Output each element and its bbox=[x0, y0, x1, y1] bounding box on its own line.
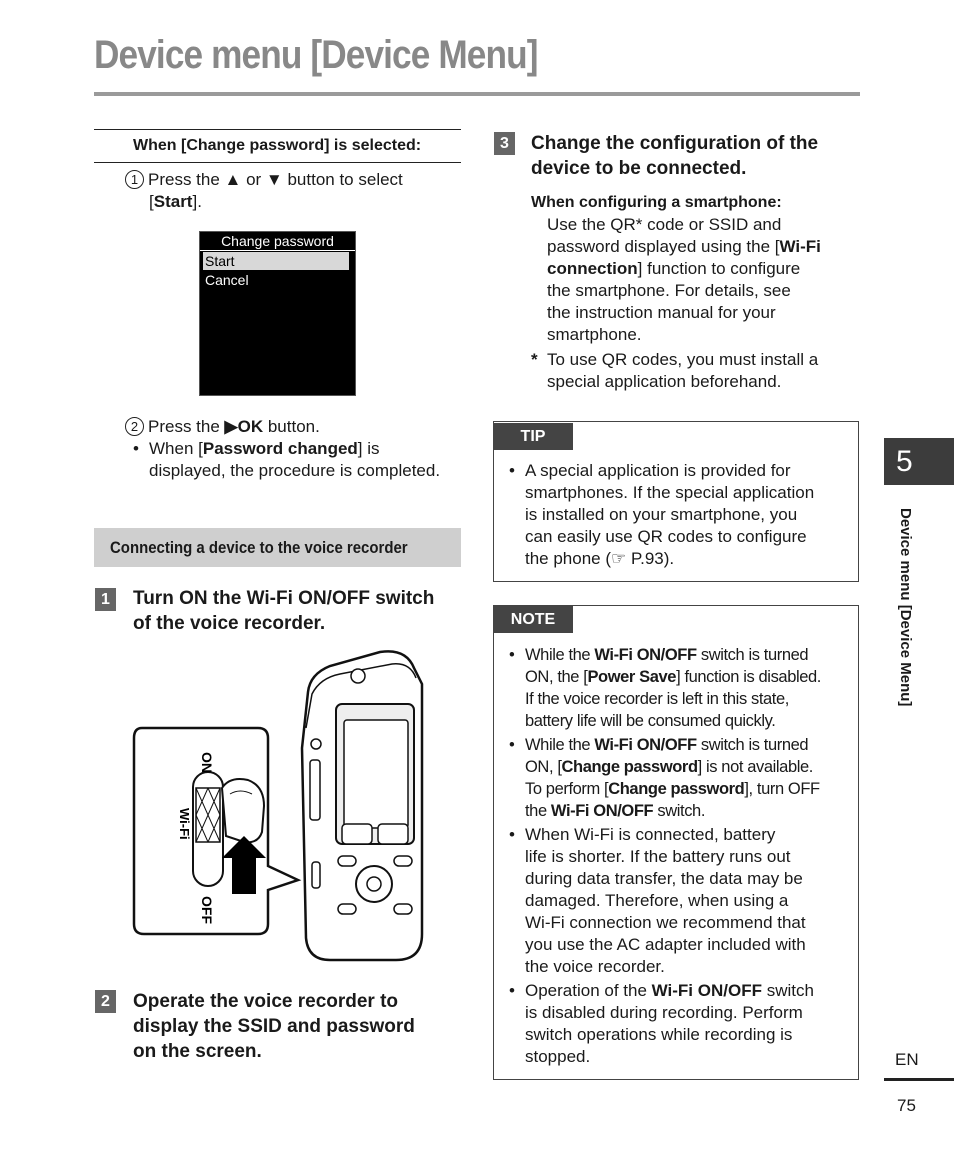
side-chapter-label: Device menu [Device Menu] bbox=[897, 508, 914, 707]
substep-number: 2 bbox=[125, 417, 144, 436]
substep-2: 2 Press the ▶OK button. • When [Password changed] is displayed, the procedure is completed. bbox=[125, 416, 465, 482]
step-number-1: 1 bbox=[95, 588, 116, 611]
list-item: • When Wi-Fi is connected, battery life is shorter. If the battery runs out during data transfer, the data may be damaged. Therefore, when using a Wi-Fi connection we recommend that you use the AC adapter included with the voice recorder. bbox=[509, 825, 806, 976]
chapter-tab: 5 bbox=[884, 438, 954, 485]
page-title: Device menu [Device Menu] bbox=[94, 33, 538, 77]
lcd-start-option: Start bbox=[203, 252, 349, 270]
switch-on-label: ON bbox=[199, 752, 215, 773]
switch-wifi-label: Wi-Fi bbox=[177, 808, 192, 840]
step-number-3: 3 bbox=[494, 132, 515, 155]
note-tag: NOTE bbox=[493, 606, 573, 633]
step-number-2: 2 bbox=[95, 990, 116, 1013]
voice-recorder-illustration bbox=[130, 648, 430, 964]
tip-list bbox=[505, 460, 845, 570]
page-number: 75 bbox=[897, 1096, 916, 1115]
substep-number: 1 bbox=[125, 170, 144, 189]
step-3-text: Change the configuration of the device to be connected. bbox=[531, 133, 819, 179]
step-1-text: Turn ON the Wi-Fi ON/OFF switch of the voice recorder. bbox=[133, 588, 435, 634]
smartphone-instructions: Use the QR* code or SSID and password displayed using the [Wi-Fi connection] function to configure the smartphone. For details, see the instruction manual for your smartphone. bbox=[547, 215, 821, 344]
tip-tag: TIP bbox=[493, 423, 573, 450]
note-list bbox=[505, 644, 845, 1068]
lcd-title: Change password bbox=[200, 232, 355, 251]
switch-off-label: OFF bbox=[199, 896, 215, 924]
list-item: • While the Wi-Fi ON/OFF switch is turned ON, the [Power Save] function is disabled. If the voice recorder is left in this state, battery life will be consumed quickly. bbox=[509, 646, 821, 730]
qr-footnote: * To use QR codes, you must install a special application beforehand. bbox=[531, 350, 819, 391]
list-item: • While the Wi-Fi ON/OFF switch is turned ON, [Change password] is not available. To perform [Change password], turn OFF the Wi-Fi ON/OFF switch. bbox=[509, 736, 820, 820]
title-rule bbox=[94, 92, 860, 96]
smartphone-heading: When configuring a smartphone: bbox=[531, 194, 782, 211]
list-item: • A special application is provided for smartphones. If the special application is installed on your smartphone, you can easily use QR codes to configure the phone (☞ P.93). bbox=[509, 461, 815, 568]
step-2-text: Operate the voice recorder to display the SSID and password on the screen. bbox=[133, 991, 415, 1062]
lcd-cancel-option: Cancel bbox=[205, 272, 249, 288]
section-title: Connecting a device to the voice recorder bbox=[110, 538, 408, 557]
lcd-screen bbox=[199, 231, 356, 396]
list-item: • Operation of the Wi-Fi ON/OFF switch is disabled during recording. Perform switch operations while recording is stopped. bbox=[509, 981, 814, 1066]
language-rule bbox=[884, 1078, 954, 1081]
substep-1: 1 Press the ▲ or ▼ button to select [Start]. bbox=[125, 169, 455, 213]
language-code: EN bbox=[895, 1050, 919, 1069]
change-password-heading: When [Change password] is selected: bbox=[133, 137, 422, 154]
